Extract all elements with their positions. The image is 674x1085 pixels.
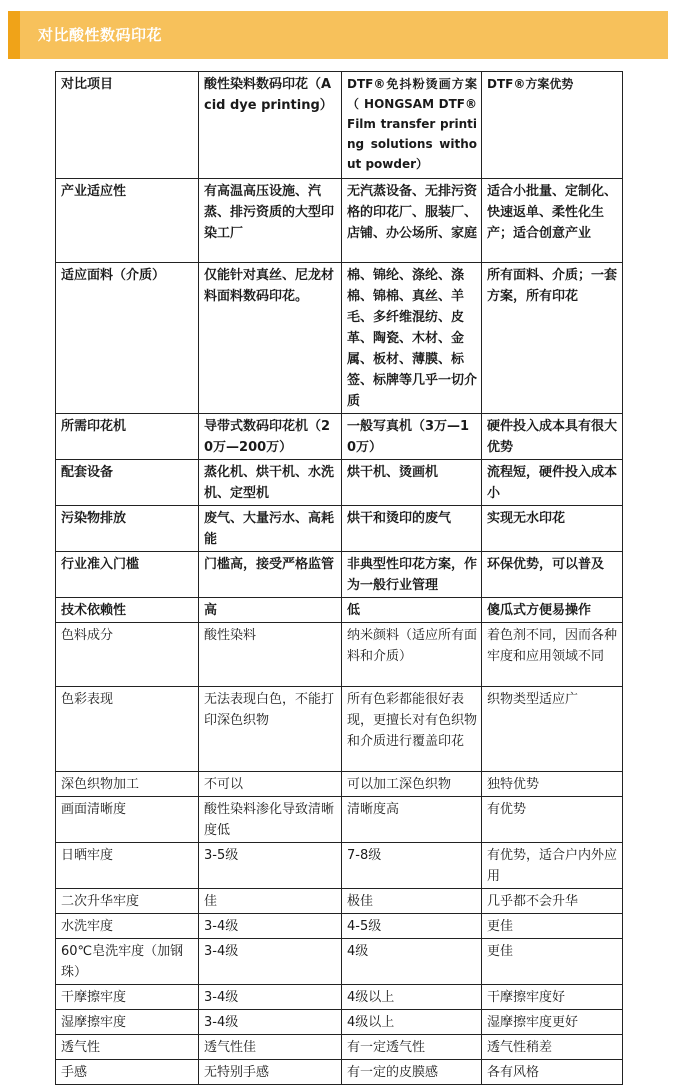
row-item: 技术依赖性 <box>56 598 199 623</box>
header-item: 对比项目 <box>56 72 199 179</box>
row-acid: 废气、大量污水、高耗能 <box>199 506 342 552</box>
row-item: 污染物排放 <box>56 506 199 552</box>
row-item: 手感 <box>56 1060 199 1085</box>
row-item: 色料成分 <box>56 623 199 687</box>
row-dtf: 4级以上 <box>342 1010 482 1035</box>
row-dtf: 清晰度高 <box>342 797 482 843</box>
table-row <box>56 414 623 460</box>
row-item: 60℃皂洗牢度（加钢珠） <box>56 939 199 985</box>
row-acid: 导带式数码印花机（20万—200万） <box>199 414 342 460</box>
row-item: 行业准入门槛 <box>56 552 199 598</box>
row-advantage: 有优势，适合户内外应用 <box>482 843 623 889</box>
row-acid: 透气性佳 <box>199 1035 342 1060</box>
row-dtf: 可以加工深色织物 <box>342 772 482 797</box>
row-item: 所需印花机 <box>56 414 199 460</box>
row-advantage: 环保优势，可以普及 <box>482 552 623 598</box>
row-item: 干摩擦牢度 <box>56 985 199 1010</box>
row-advantage: 织物类型适应广 <box>482 687 623 772</box>
header-dtf: DTF®免抖粉烫画方案（ HONGSAM DTF® Film transfer printing solutions without powder） <box>342 72 482 179</box>
table-row <box>56 985 623 1010</box>
row-item: 画面清晰度 <box>56 797 199 843</box>
row-acid: 3-5级 <box>199 843 342 889</box>
row-acid: 仅能针对真丝、尼龙材料面料数码印花。 <box>199 263 342 414</box>
table-row <box>56 1010 623 1035</box>
row-item: 水洗牢度 <box>56 914 199 939</box>
row-acid: 不可以 <box>199 772 342 797</box>
row-dtf: 有一定透气性 <box>342 1035 482 1060</box>
table-row <box>56 623 623 687</box>
section-title: 对比酸性数码印花 <box>38 26 163 44</box>
table-row <box>56 843 623 889</box>
row-item: 二次升华牢度 <box>56 889 199 914</box>
row-dtf: 4-5级 <box>342 914 482 939</box>
row-acid: 无法表现白色，不能打印深色织物 <box>199 687 342 772</box>
row-advantage: 干摩擦牢度好 <box>482 985 623 1010</box>
table-row <box>56 598 623 623</box>
row-advantage: 傻瓜式方便易操作 <box>482 598 623 623</box>
row-acid: 门槛高，接受严格监管 <box>199 552 342 598</box>
row-advantage: 透气性稍差 <box>482 1035 623 1060</box>
row-acid: 高 <box>199 598 342 623</box>
row-acid: 酸性染料 <box>199 623 342 687</box>
table-row <box>56 889 623 914</box>
table-row <box>56 506 623 552</box>
header-advantage: DTF®方案优势 <box>482 72 623 179</box>
row-advantage: 所有面料、介质；一套方案，所有印花 <box>482 263 623 414</box>
row-advantage: 有优势 <box>482 797 623 843</box>
row-item: 色彩表现 <box>56 687 199 772</box>
row-dtf: 7-8级 <box>342 843 482 889</box>
table-header-row <box>56 72 623 179</box>
row-advantage: 几乎都不会升华 <box>482 889 623 914</box>
row-dtf: 4级 <box>342 939 482 985</box>
row-advantage: 适合小批量、定制化、快速返单、柔性化生产；适合创意产业 <box>482 179 623 263</box>
comparison-table <box>55 71 623 1085</box>
row-dtf: 烘干机、烫画机 <box>342 460 482 506</box>
row-dtf: 一般写真机（3万—10万） <box>342 414 482 460</box>
row-dtf: 有一定的皮膜感 <box>342 1060 482 1085</box>
row-advantage: 更佳 <box>482 914 623 939</box>
row-acid: 佳 <box>199 889 342 914</box>
row-advantage: 独特优势 <box>482 772 623 797</box>
row-dtf: 非典型性印花方案，作为一般行业管理 <box>342 552 482 598</box>
table-row <box>56 552 623 598</box>
row-advantage: 硬件投入成本具有很大优势 <box>482 414 623 460</box>
row-advantage: 更佳 <box>482 939 623 985</box>
header-acid: 酸性染料数码印花（Acid dye printing） <box>199 72 342 179</box>
row-acid: 酸性染料渗化导致清晰度低 <box>199 797 342 843</box>
row-dtf: 棉、锦纶、涤纶、涤棉、锦棉、真丝、羊毛、多纤维混纺、皮革、陶瓷、木材、金属、板材、薄膜、标签、标牌等几乎一切介质 <box>342 263 482 414</box>
row-acid: 无特别手感 <box>199 1060 342 1085</box>
row-acid: 有高温高压设施、汽蒸、排污资质的大型印染工厂 <box>199 179 342 263</box>
row-acid: 蒸化机、烘干机、水洗机、定型机 <box>199 460 342 506</box>
table-row <box>56 687 623 772</box>
table-row <box>56 797 623 843</box>
row-advantage: 各有风格 <box>482 1060 623 1085</box>
row-dtf: 无汽蒸设备、无排污资格的印花厂、服装厂、店铺、办公场所、家庭 <box>342 179 482 263</box>
row-acid: 3-4级 <box>199 914 342 939</box>
row-dtf: 所有色彩都能很好表现，更擅长对有色织物和介质进行覆盖印花 <box>342 687 482 772</box>
row-item: 配套设备 <box>56 460 199 506</box>
table-row <box>56 263 623 414</box>
table-row <box>56 939 623 985</box>
row-acid: 3-4级 <box>199 939 342 985</box>
row-dtf: 4级以上 <box>342 985 482 1010</box>
row-acid: 3-4级 <box>199 985 342 1010</box>
row-item: 湿摩擦牢度 <box>56 1010 199 1035</box>
row-advantage: 湿摩擦牢度更好 <box>482 1010 623 1035</box>
row-item: 适应面料（介质） <box>56 263 199 414</box>
table-row <box>56 1035 623 1060</box>
row-advantage: 着色剂不同，因而各种牢度和应用领域不同 <box>482 623 623 687</box>
row-dtf: 低 <box>342 598 482 623</box>
row-acid: 3-4级 <box>199 1010 342 1035</box>
row-dtf: 极佳 <box>342 889 482 914</box>
row-item: 日晒牢度 <box>56 843 199 889</box>
table-row <box>56 772 623 797</box>
row-dtf: 烘干和烫印的废气 <box>342 506 482 552</box>
table-row <box>56 460 623 506</box>
row-advantage: 流程短，硬件投入成本小 <box>482 460 623 506</box>
row-item: 深色织物加工 <box>56 772 199 797</box>
table-row <box>56 1060 623 1085</box>
table-row <box>56 914 623 939</box>
row-item: 产业适应性 <box>56 179 199 263</box>
row-advantage: 实现无水印花 <box>482 506 623 552</box>
table-row <box>56 179 623 263</box>
section-banner <box>8 11 668 59</box>
row-dtf: 纳米颜料（适应所有面料和介质） <box>342 623 482 687</box>
row-item: 透气性 <box>56 1035 199 1060</box>
